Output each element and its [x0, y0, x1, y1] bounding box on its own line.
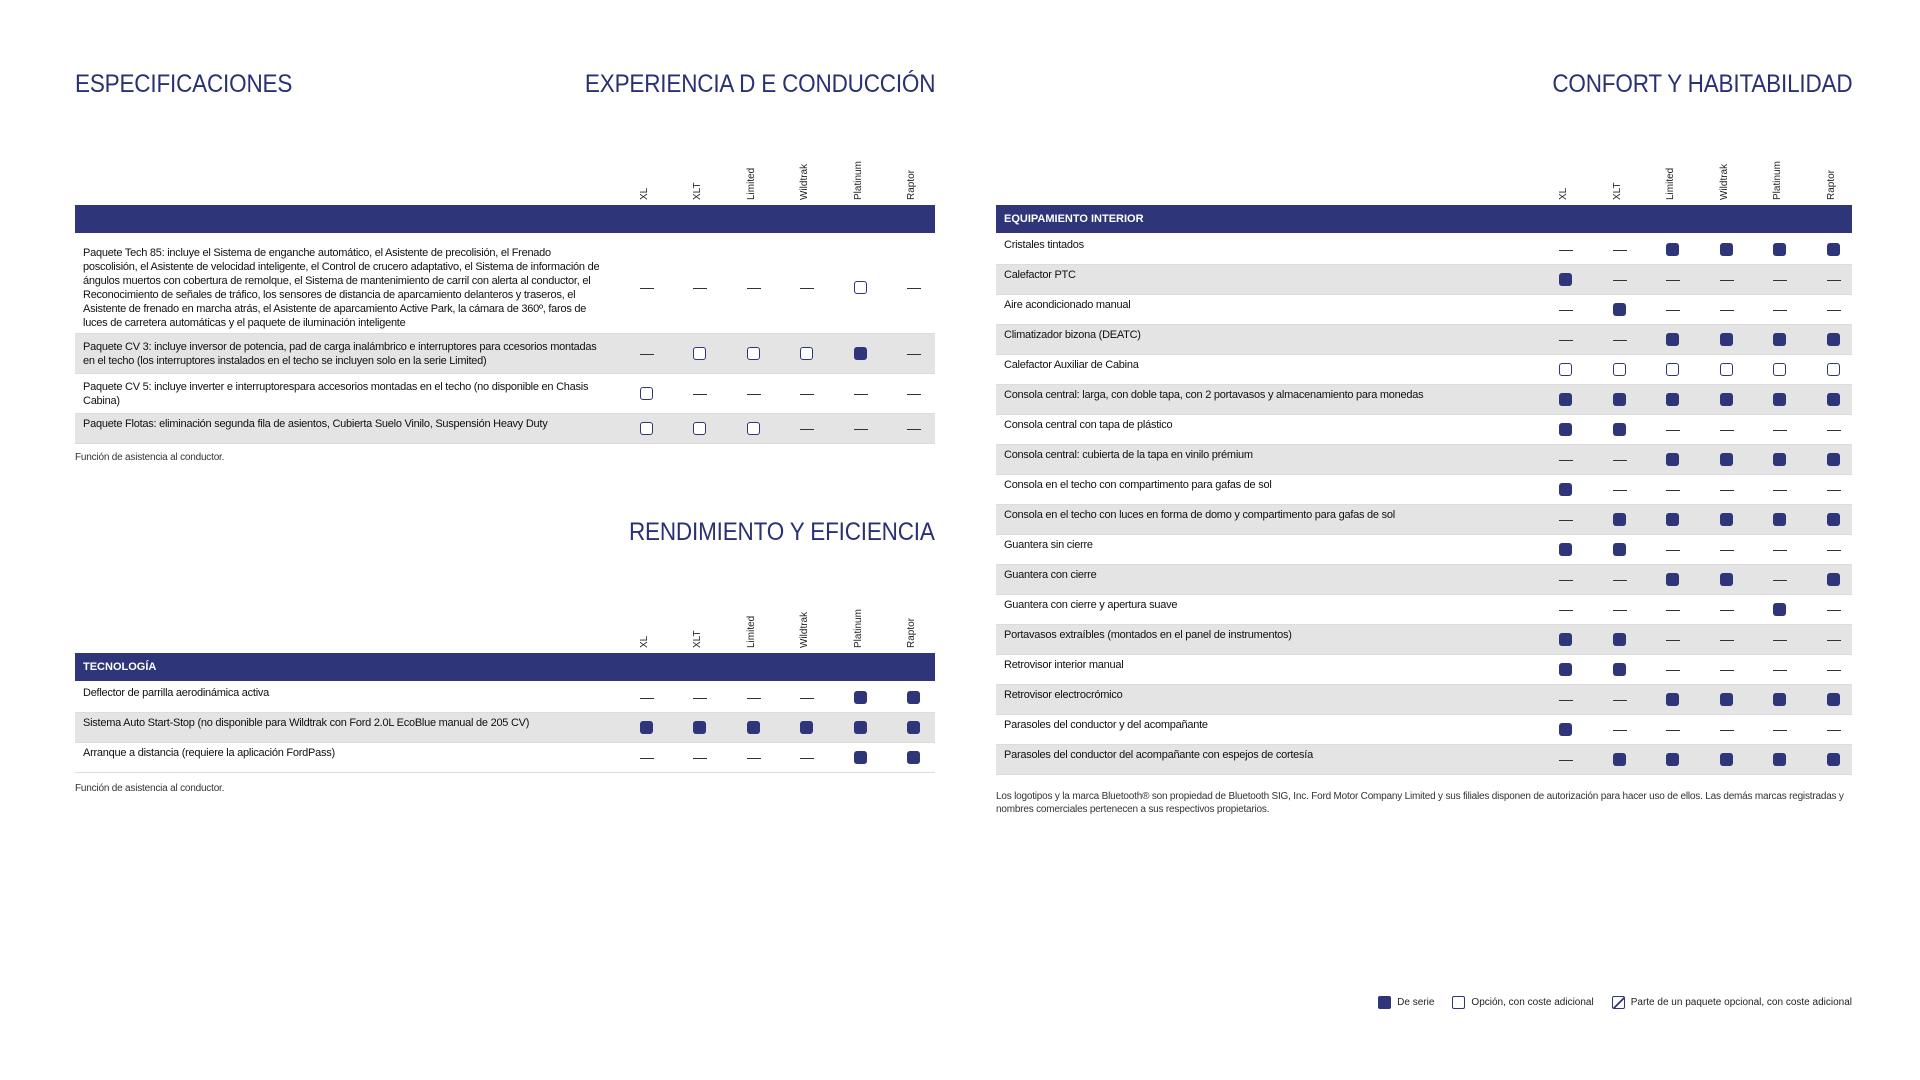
dash-icon — [1720, 730, 1734, 732]
option-square-icon — [747, 347, 760, 360]
table-row — [75, 743, 935, 773]
standard-square-icon — [1666, 453, 1679, 466]
table-row — [996, 385, 1852, 415]
standard-square-icon — [1720, 513, 1733, 526]
table-rows — [75, 242, 935, 444]
dash-icon — [1773, 430, 1787, 432]
column-header: Raptor — [1826, 169, 1837, 200]
dash-icon — [800, 394, 814, 396]
column-header: Wildtrak — [1719, 163, 1730, 200]
dash-icon — [1773, 670, 1787, 672]
dash-icon — [1613, 580, 1627, 582]
dash-icon — [1559, 610, 1573, 612]
experiencia-table — [75, 145, 935, 465]
standard-square-icon — [1559, 633, 1572, 646]
standard-square-icon — [1666, 573, 1679, 586]
dash-icon — [854, 394, 868, 396]
dash-icon — [1613, 340, 1627, 342]
option-square-icon — [1613, 363, 1626, 376]
legend-standard: De serie — [1378, 996, 1434, 1009]
column-header: XLT — [1612, 182, 1623, 200]
option-square-icon — [854, 281, 867, 294]
table-row — [996, 415, 1852, 445]
legend-option: Opción, con coste adicional — [1452, 996, 1593, 1009]
dash-icon — [1773, 490, 1787, 492]
dash-icon — [1666, 640, 1680, 642]
dash-icon — [1773, 730, 1787, 732]
dash-icon — [1773, 580, 1787, 582]
legend-package: Parte de un paquete opcional, con coste adicional — [1612, 996, 1852, 1009]
table-row — [996, 655, 1852, 685]
option-square-icon — [1720, 363, 1733, 376]
standard-square-icon — [854, 751, 867, 764]
dash-icon — [800, 758, 814, 760]
table-row — [996, 265, 1852, 295]
column-header: Wildtrak — [799, 163, 810, 200]
dash-icon — [907, 354, 921, 356]
option-square-icon — [640, 422, 653, 435]
standard-square-icon — [1559, 483, 1572, 496]
standard-square-icon — [1720, 453, 1733, 466]
table-row — [996, 535, 1852, 565]
standard-square-icon — [1613, 513, 1626, 526]
standard-square-icon — [1827, 453, 1840, 466]
column-headers — [75, 145, 935, 205]
standard-square-icon — [854, 721, 867, 734]
row-label: Consola en el techo con luces en forma de domo y compartimento para gafas de sol — [1004, 509, 1395, 521]
standard-square-icon — [1378, 996, 1391, 1009]
table-row — [75, 414, 935, 444]
standard-square-icon — [1720, 333, 1733, 346]
dash-icon — [1613, 490, 1627, 492]
row-label: Deflector de parrilla aerodinámica activa — [83, 687, 270, 699]
table-row — [996, 475, 1852, 505]
dash-icon — [1827, 280, 1841, 282]
column-headers — [996, 145, 1852, 205]
standard-square-icon — [1613, 423, 1626, 436]
dash-icon — [1666, 280, 1680, 282]
dash-icon — [1666, 310, 1680, 312]
dash-icon — [1827, 610, 1841, 612]
row-label: Sistema Auto Start-Stop (no disponible para Wildtrak con Ford 2.0L EcoBlue manual de 205 CV) — [83, 717, 530, 729]
dash-icon — [1559, 250, 1573, 252]
dash-icon — [1720, 280, 1734, 282]
standard-square-icon — [1773, 453, 1786, 466]
dash-icon — [640, 698, 654, 700]
dash-icon — [1613, 700, 1627, 702]
dash-icon — [1827, 310, 1841, 312]
standard-square-icon — [1666, 513, 1679, 526]
standard-square-icon — [1773, 603, 1786, 616]
standard-square-icon — [1559, 393, 1572, 406]
dash-icon — [1666, 730, 1680, 732]
dash-icon — [1666, 670, 1680, 672]
dash-icon — [1827, 730, 1841, 732]
row-label: Arranque a distancia (requiere la aplicación FordPass) — [83, 747, 335, 759]
row-label: Aire acondicionado manual — [1004, 299, 1131, 311]
row-label: Climatizador bizona (DEATC) — [1004, 329, 1141, 341]
row-label: Guantera con cierre — [1004, 569, 1097, 581]
dash-icon — [1666, 550, 1680, 552]
table-row — [996, 715, 1852, 745]
heading-confort: CONFORT Y HABITABILIDAD — [1551, 70, 1852, 98]
option-square-icon — [1827, 363, 1840, 376]
row-label: Consola central: cubierta de la tapa en vinilo prémium — [1004, 449, 1253, 461]
standard-square-icon — [1559, 273, 1572, 286]
standard-square-icon — [1773, 333, 1786, 346]
table-row — [996, 505, 1852, 535]
row-label: Paquete Flotas: eliminación segunda fila de asientos, Cubierta Suelo Vinilo, Suspensión Heavy Duty — [83, 418, 548, 430]
heading-experiencia: EXPERIENCIA D E CONDUCCIÓN — [584, 70, 935, 98]
dash-icon — [800, 698, 814, 700]
dash-icon — [1613, 610, 1627, 612]
standard-square-icon — [1720, 693, 1733, 706]
dash-icon — [1720, 490, 1734, 492]
row-label: Guantera con cierre y apertura suave — [1004, 599, 1178, 611]
dash-icon — [907, 429, 921, 431]
table-row — [996, 565, 1852, 595]
option-square-icon — [693, 347, 706, 360]
legend — [1378, 996, 1852, 1009]
table-row — [75, 713, 935, 743]
dash-icon — [1827, 490, 1841, 492]
dash-icon — [1720, 670, 1734, 672]
experiencia-note: Función de asistencia al conductor. — [75, 452, 225, 463]
dash-icon — [1827, 430, 1841, 432]
column-header: Platinum — [853, 161, 864, 200]
row-label: Paquete CV 5: incluye inverter e interruptorespara accesorios montadas en el techo (no disponible en Chasis Cabina) — [83, 381, 589, 407]
table-row — [996, 685, 1852, 715]
column-header: Limited — [746, 615, 757, 648]
row-label: Consola central con tapa de plástico — [1004, 419, 1173, 431]
dash-icon — [1827, 550, 1841, 552]
table-row — [75, 242, 935, 334]
standard-square-icon — [1559, 423, 1572, 436]
dash-icon — [1559, 760, 1573, 762]
column-header: XLT — [692, 630, 703, 648]
dash-icon — [907, 394, 921, 396]
row-label: Consola en el techo con compartimento para gafas de sol — [1004, 479, 1272, 491]
dash-icon — [640, 354, 654, 356]
dash-icon — [1720, 610, 1734, 612]
dash-icon — [854, 429, 868, 431]
standard-square-icon — [854, 347, 867, 360]
standard-square-icon — [1666, 693, 1679, 706]
column-header: XL — [1558, 187, 1569, 200]
column-header: Limited — [746, 167, 757, 200]
row-label: Retrovisor interior manual — [1004, 659, 1124, 671]
rendimiento-table — [75, 593, 935, 783]
standard-square-icon — [854, 691, 867, 704]
heading-especificaciones: ESPECIFICACIONES — [75, 70, 293, 98]
dash-icon — [1559, 340, 1573, 342]
dash-icon — [1613, 730, 1627, 732]
standard-square-icon — [907, 751, 920, 764]
row-label: Calefactor Auxiliar de Cabina — [1004, 359, 1139, 371]
standard-square-icon — [1827, 393, 1840, 406]
column-header: Limited — [1665, 167, 1676, 200]
row-label: Paquete CV 3: incluye inversor de potencia, pad de carga inalámbrico e interruptores para ccesorios montadas en el techo (los interruptores instalados en el techo se incluyen solo en la serie Limited) — [83, 341, 597, 367]
standard-square-icon — [1720, 243, 1733, 256]
standard-square-icon — [1720, 753, 1733, 766]
dash-icon — [747, 758, 761, 760]
dash-icon — [1613, 250, 1627, 252]
column-header: Platinum — [853, 609, 864, 648]
option-square-icon — [747, 422, 760, 435]
confort-note: Los logotipos y la marca Bluetooth® son propiedad de Bluetooth SIG, Inc. Ford Motor Company Limited y sus filiales disponen de autorización para hacer uso de ellos. Las demás marcas registradas y nombres comerciales pertenecen a sus respectivos propietarios. — [996, 791, 1844, 815]
table-row — [996, 325, 1852, 355]
standard-square-icon — [1559, 663, 1572, 676]
dash-icon — [693, 394, 707, 396]
column-header: Raptor — [906, 169, 917, 200]
table-row — [75, 334, 935, 374]
dash-icon — [640, 288, 654, 290]
row-label: Portavasos extraíbles (montados en el panel de instrumentos) — [1004, 629, 1292, 641]
dash-icon — [1773, 550, 1787, 552]
dash-icon — [1827, 670, 1841, 672]
dash-icon — [1827, 640, 1841, 642]
section-header-bar: TECNOLOGÍA — [75, 653, 935, 681]
table-row — [996, 235, 1852, 265]
dash-icon — [800, 288, 814, 290]
dash-icon — [1666, 610, 1680, 612]
standard-square-icon — [1613, 663, 1626, 676]
column-header: Platinum — [1772, 161, 1783, 200]
column-header: XL — [639, 187, 650, 200]
dash-icon — [1559, 460, 1573, 462]
row-label: Retrovisor electrocrómico — [1004, 689, 1123, 701]
standard-square-icon — [1559, 723, 1572, 736]
dash-icon — [1613, 280, 1627, 282]
standard-square-icon — [1613, 303, 1626, 316]
standard-square-icon — [1827, 243, 1840, 256]
standard-square-icon — [1827, 333, 1840, 346]
dash-icon — [1613, 460, 1627, 462]
standard-square-icon — [1613, 543, 1626, 556]
dash-icon — [747, 394, 761, 396]
option-square-icon — [1559, 363, 1572, 376]
dash-icon — [1559, 520, 1573, 522]
column-headers — [75, 593, 935, 653]
standard-square-icon — [1827, 693, 1840, 706]
table-row — [996, 745, 1852, 775]
option-square-icon — [640, 387, 653, 400]
row-label: Guantera sin cierre — [1004, 539, 1093, 551]
heading-rendimiento: RENDIMIENTO Y EFICIENCIA — [629, 518, 935, 546]
dash-icon — [1666, 490, 1680, 492]
row-label: Parasoles del conductor y del acompañante — [1004, 719, 1208, 731]
standard-square-icon — [800, 721, 813, 734]
dash-icon — [747, 698, 761, 700]
standard-square-icon — [1666, 333, 1679, 346]
standard-square-icon — [1773, 693, 1786, 706]
table-row — [996, 625, 1852, 655]
standard-square-icon — [1827, 573, 1840, 586]
standard-square-icon — [693, 721, 706, 734]
standard-square-icon — [1720, 573, 1733, 586]
dash-icon — [640, 758, 654, 760]
table-row — [996, 445, 1852, 475]
option-square-icon — [1452, 996, 1465, 1009]
table-rows — [996, 235, 1852, 775]
dash-icon — [800, 429, 814, 431]
standard-square-icon — [1613, 393, 1626, 406]
standard-square-icon — [1827, 753, 1840, 766]
section-header-bar — [75, 205, 935, 233]
table-rows — [75, 683, 935, 773]
dash-icon — [1559, 310, 1573, 312]
dash-icon — [693, 698, 707, 700]
standard-square-icon — [1773, 513, 1786, 526]
option-square-icon — [800, 347, 813, 360]
standard-square-icon — [1559, 543, 1572, 556]
dash-icon — [747, 288, 761, 290]
standard-square-icon — [1773, 243, 1786, 256]
option-square-icon — [1773, 363, 1786, 376]
standard-square-icon — [1773, 393, 1786, 406]
column-header: Raptor — [906, 617, 917, 648]
column-header: XLT — [692, 182, 703, 200]
option-square-icon — [693, 422, 706, 435]
dash-icon — [1559, 580, 1573, 582]
dash-icon — [693, 288, 707, 290]
standard-square-icon — [1666, 753, 1679, 766]
dash-icon — [1773, 280, 1787, 282]
package-square-icon — [1612, 996, 1625, 1009]
standard-square-icon — [907, 721, 920, 734]
table-row — [996, 355, 1852, 385]
standard-square-icon — [640, 721, 653, 734]
standard-square-icon — [1827, 513, 1840, 526]
table-row — [75, 374, 935, 414]
standard-square-icon — [747, 721, 760, 734]
standard-square-icon — [1613, 753, 1626, 766]
dash-icon — [1773, 640, 1787, 642]
dash-icon — [1720, 310, 1734, 312]
row-label: Parasoles del conductor del acompañante con espejos de cortesía — [1004, 749, 1313, 761]
table-row — [996, 295, 1852, 325]
column-header: XL — [639, 635, 650, 648]
standard-square-icon — [1666, 393, 1679, 406]
option-square-icon — [1666, 363, 1679, 376]
standard-square-icon — [1666, 243, 1679, 256]
dash-icon — [1773, 310, 1787, 312]
table-row — [75, 683, 935, 713]
row-label: Calefactor PTC — [1004, 269, 1076, 281]
standard-square-icon — [1773, 753, 1786, 766]
row-label: Consola central: larga, con doble tapa, con 2 portavasos y almacenamiento para monedas — [1004, 389, 1424, 401]
rendimiento-note: Función de asistencia al conductor. — [75, 783, 225, 794]
dash-icon — [693, 758, 707, 760]
section-header-bar: EQUIPAMIENTO INTERIOR — [996, 205, 1852, 233]
dash-icon — [1666, 430, 1680, 432]
dash-icon — [1720, 430, 1734, 432]
column-header: Wildtrak — [799, 611, 810, 648]
standard-square-icon — [907, 691, 920, 704]
dash-icon — [1559, 700, 1573, 702]
standard-square-icon — [1720, 393, 1733, 406]
dash-icon — [907, 288, 921, 290]
row-label: Cristales tintados — [1004, 239, 1084, 251]
confort-table — [996, 145, 1852, 785]
table-row — [996, 595, 1852, 625]
standard-square-icon — [1613, 633, 1626, 646]
dash-icon — [1720, 550, 1734, 552]
dash-icon — [1720, 640, 1734, 642]
row-label: Paquete Tech 85: incluye el Sistema de enganche automático, el Asistente de precolisión, el Frenado poscolisión, el Asistente de velocidad inteligente, el Control de crucero adaptativo, el Sistema de información de ángulos muertos con cobertura de remolque, el Sistema de mantenimiento de carril con alerta al conductor, el Reconocimiento de señales de tráfico, los sensores de distancia de aparcamiento delanteros y traseros, el Asistente de frenado en marcha atrás, el Asistente de aparcamiento Active Park, la cámara de 360º, faros de luces de carretera automáticas y el paquete de iluminación inteligente — [83, 247, 600, 329]
